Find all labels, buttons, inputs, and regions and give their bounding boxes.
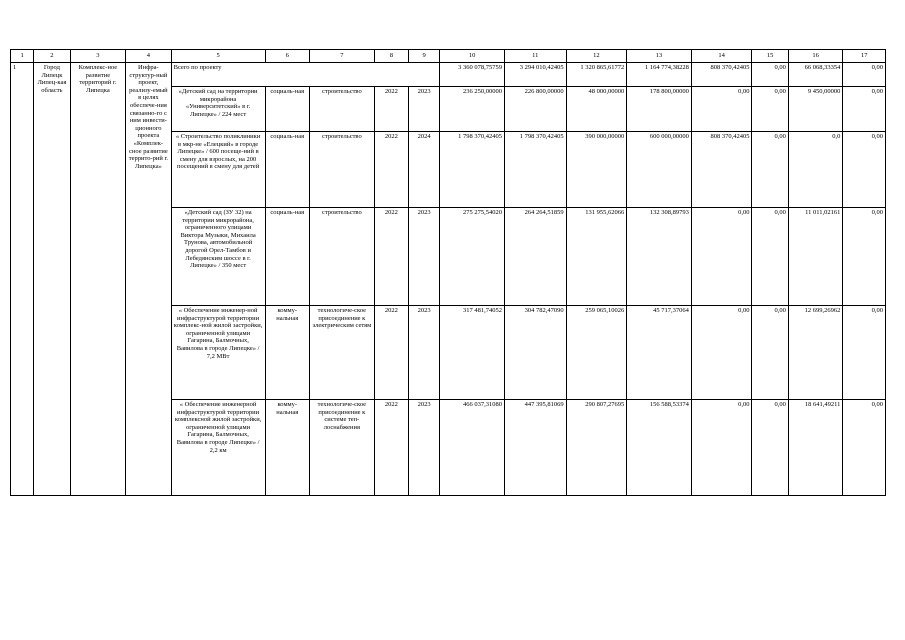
header-row	[11, 50, 886, 63]
header-cell: 13	[627, 50, 692, 63]
value-17: 0,00	[843, 132, 886, 208]
value-16: 18 641,49211	[788, 400, 843, 496]
header-cell: 3	[70, 50, 126, 63]
value-16: 11 011,02161	[788, 208, 843, 306]
value-10: 317 481,74052	[440, 306, 505, 400]
start-year: 2022	[374, 87, 408, 132]
value-10: 275 275,54020	[440, 208, 505, 306]
header-cell: 15	[752, 50, 788, 63]
object-name: « Обеспечение инженер-ной инфраструктурой территории комплекс-ной жилой застройки, ограниченной улицами Гагарина, Балмочных, Вавилова в городе Липецке» / 7,2 МВт	[171, 306, 265, 400]
header-cell: 16	[788, 50, 843, 63]
object-type: социаль-ная	[265, 87, 309, 132]
value-11: 264 264,51859	[504, 208, 566, 306]
end-year: 2023	[409, 306, 440, 400]
header-cell: 11	[504, 50, 566, 63]
total-row	[11, 63, 886, 87]
start-year: 2022	[374, 132, 408, 208]
total-v13: 1 164 774,38228	[627, 63, 692, 87]
value-14: 808 370,42405	[691, 132, 752, 208]
start-year: 2022	[374, 400, 408, 496]
header-cell: 6	[265, 50, 309, 63]
value-15: 0,00	[752, 87, 788, 132]
total-v14: 808 370,42405	[691, 63, 752, 87]
header-cell: 10	[440, 50, 505, 63]
header-cell: 12	[566, 50, 627, 63]
end-year: 2024	[409, 132, 440, 208]
object-type: социаль-ная	[265, 132, 309, 208]
end-year: 2023	[409, 87, 440, 132]
value-15: 0,00	[752, 208, 788, 306]
value-16: 9 450,00000	[788, 87, 843, 132]
value-13: 156 588,53374	[627, 400, 692, 496]
value-12: 259 065,10026	[566, 306, 627, 400]
total-v15: 0,00	[752, 63, 788, 87]
object-name: «Детский сад (ЗУ 32) на территории микрорайона, ограниченного улицами Виктора Музыки, Михаила Трунова, автомобильной дорогой Орел-Тамбов и Лебедянским шоссе в г. Липецке» / 350 мест	[171, 208, 265, 306]
object-name: « Строительство поликлиники в мкр-не «Елецкий» в городе Липецке» / 600 посеще-ний в смену для взрослых, на 200 посещений в смену для детей	[171, 132, 265, 208]
value-11: 1 798 370,42405	[504, 132, 566, 208]
header-cell: 1	[11, 50, 34, 63]
total-v16: 66 068,33354	[788, 63, 843, 87]
value-15: 0,00	[752, 400, 788, 496]
header-cell: 17	[843, 50, 886, 63]
value-13: 45 717,37064	[627, 306, 692, 400]
value-10: 1 798 370,42405	[440, 132, 505, 208]
program-cell: Комплекс-ное развитие территорий г. Липецка	[70, 63, 126, 496]
value-14: 0,00	[691, 306, 752, 400]
project-cell: Инфра-структур-ный проект, реализу-емый в целях обеспече-ния связанно-го с ним инвести-ционного проекта «Комплек-сное развитие террито-рий г. Липецка»	[126, 63, 171, 496]
value-11: 447 395,81069	[504, 400, 566, 496]
header-cell: 14	[691, 50, 752, 63]
header-cell: 9	[409, 50, 440, 63]
value-12: 48 000,00000	[566, 87, 627, 132]
total-v17: 0,00	[843, 63, 886, 87]
value-10: 236 250,00000	[440, 87, 505, 132]
total-v12: 1 320 865,61772	[566, 63, 627, 87]
total-v10: 3 360 078,75759	[440, 63, 505, 87]
total-label: Всего по проекту	[171, 63, 440, 87]
total-v11: 3 294 010,42405	[504, 63, 566, 87]
value-15: 0,00	[752, 306, 788, 400]
work-kind: строительство	[310, 208, 375, 306]
header-cell: 7	[310, 50, 375, 63]
value-16: 0,0	[788, 132, 843, 208]
value-15: 0,00	[752, 132, 788, 208]
value-13: 132 308,89793	[627, 208, 692, 306]
value-10: 466 037,31080	[440, 400, 505, 496]
region-cell: Город Липецк Липец-кая область	[34, 63, 70, 496]
object-type: комму-нальная	[265, 306, 309, 400]
value-13: 600 000,00000	[627, 132, 692, 208]
value-12: 131 955,62066	[566, 208, 627, 306]
value-17: 0,00	[843, 400, 886, 496]
work-kind: технологиче-ское присоединение к электрическим сетям	[310, 306, 375, 400]
project-table	[10, 49, 886, 496]
value-12: 390 000,00000	[566, 132, 627, 208]
end-year: 2023	[409, 208, 440, 306]
value-16: 12 699,26962	[788, 306, 843, 400]
header-cell: 4	[126, 50, 171, 63]
value-17: 0,00	[843, 87, 886, 132]
value-17: 0,00	[843, 306, 886, 400]
value-11: 226 800,00000	[504, 87, 566, 132]
header-cell: 8	[374, 50, 408, 63]
object-name: «Детский сад на территории микрорайона «Университетский» в г. Липецке» / 224 мест	[171, 87, 265, 132]
header-cell: 5	[171, 50, 265, 63]
work-kind: строительство	[310, 87, 375, 132]
object-type: социаль-ная	[265, 208, 309, 306]
value-17: 0,00	[843, 208, 886, 306]
value-12: 290 807,27695	[566, 400, 627, 496]
value-14: 0,00	[691, 208, 752, 306]
object-name: « Обеспечение инженерной инфраструктурой территории комплексной жилой застройки, ограниченной улицами Гагарина, Балмочных, Вавилова в городе Липецке» / 2,2 км	[171, 400, 265, 496]
work-kind: строительство	[310, 132, 375, 208]
value-11: 304 782,47090	[504, 306, 566, 400]
start-year: 2022	[374, 306, 408, 400]
value-14: 0,00	[691, 400, 752, 496]
value-13: 178 800,00000	[627, 87, 692, 132]
work-kind: технологиче-ское присоединение к системе теп-лоснабжения	[310, 400, 375, 496]
value-14: 0,00	[691, 87, 752, 132]
object-type: комму-нальная	[265, 400, 309, 496]
end-year: 2023	[409, 400, 440, 496]
header-cell: 2	[34, 50, 70, 63]
start-year: 2022	[374, 208, 408, 306]
row-number: 1	[11, 63, 34, 496]
